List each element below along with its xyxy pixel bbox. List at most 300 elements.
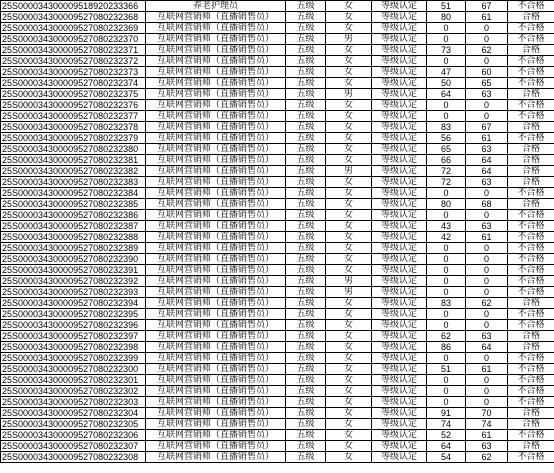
- assessment-method-cell: 等级认定: [372, 309, 427, 320]
- table-row: [1, 298, 554, 309]
- theory-score-cell: 64: [427, 441, 466, 452]
- level-cell: 五级: [286, 298, 326, 309]
- gender-cell: 女: [326, 375, 372, 386]
- assessment-method-cell: 等级认定: [372, 56, 427, 67]
- result-cell: 不合格: [508, 364, 554, 375]
- occupation-cell: 互联网营销师（直播销售员）: [146, 78, 286, 89]
- gender-cell: 女: [326, 441, 372, 452]
- theory-score-cell: 0: [427, 56, 466, 67]
- skill-score-cell: 60: [466, 67, 508, 78]
- theory-score-cell: 64: [427, 89, 466, 100]
- table-row: [1, 254, 554, 265]
- level-cell: 五级: [286, 408, 326, 419]
- assessment-method-cell: 等级认定: [372, 23, 427, 34]
- level-cell: 五级: [286, 441, 326, 452]
- assessment-method-cell: 等级认定: [372, 67, 427, 78]
- candidate-id-cell: 25S000034300009527080232386: [1, 210, 146, 221]
- candidate-id-cell: 25S000034300009527080232378: [1, 122, 146, 133]
- candidate-id-cell: 25S000034300009527080232394: [1, 298, 146, 309]
- theory-score-cell: 0: [427, 100, 466, 111]
- level-cell: 五级: [286, 144, 326, 155]
- table-row: [1, 144, 554, 155]
- candidate-id-cell: 25S000034300009527080232375: [1, 89, 146, 100]
- table-row: [1, 221, 554, 232]
- table-row: [1, 375, 554, 386]
- candidate-id-cell: 25S000034300009527080232377: [1, 111, 146, 122]
- occupation-cell: 互联网营销师（直播销售员）: [146, 232, 286, 243]
- theory-score-cell: 0: [427, 276, 466, 287]
- theory-score-cell: 0: [427, 243, 466, 254]
- occupation-cell: 互联网营销师（直播销售员）: [146, 441, 286, 452]
- candidate-id-cell: 25S000034300009527080232369: [1, 23, 146, 34]
- result-cell: 不合格: [508, 375, 554, 386]
- candidate-id-cell: 25S000034300009527080232391: [1, 265, 146, 276]
- occupation-cell: 互联网营销师（直播销售员）: [146, 133, 286, 144]
- gender-cell: 女: [326, 78, 372, 89]
- result-cell: 不合格: [508, 78, 554, 89]
- level-cell: 五级: [286, 243, 326, 254]
- occupation-cell: 互联网营销师（直播销售员）: [146, 276, 286, 287]
- gender-cell: 女: [326, 430, 372, 441]
- theory-score-cell: 86: [427, 342, 466, 353]
- candidate-id-cell: 25S000034300009527080232398: [1, 342, 146, 353]
- assessment-method-cell: 等级认定: [372, 12, 427, 23]
- skill-score-cell: 61: [466, 364, 508, 375]
- assessment-method-cell: 等级认定: [372, 100, 427, 111]
- skill-score-cell: 74: [466, 419, 508, 430]
- table-row: [1, 133, 554, 144]
- candidate-id-cell: 25S000034300009527080232388: [1, 232, 146, 243]
- theory-score-cell: 0: [427, 265, 466, 276]
- theory-score-cell: 51: [427, 1, 466, 12]
- result-cell: 不合格: [508, 430, 554, 441]
- gender-cell: 女: [326, 353, 372, 364]
- gender-cell: 女: [326, 364, 372, 375]
- level-cell: 五级: [286, 166, 326, 177]
- skill-score-cell: 63: [466, 221, 508, 232]
- level-cell: 五级: [286, 452, 326, 463]
- theory-score-cell: 0: [427, 254, 466, 265]
- assessment-method-cell: 等级认定: [372, 232, 427, 243]
- gender-cell: 女: [326, 45, 372, 56]
- skill-score-cell: 0: [466, 210, 508, 221]
- theory-score-cell: 0: [427, 309, 466, 320]
- skill-score-cell: 0: [466, 56, 508, 67]
- theory-score-cell: 0: [427, 210, 466, 221]
- gender-cell: 女: [326, 67, 372, 78]
- candidate-id-cell: 25S000034300009527080232379: [1, 133, 146, 144]
- table-row: [1, 100, 554, 111]
- skill-score-cell: 63: [466, 331, 508, 342]
- candidate-id-cell: 25S000034300009527080232382: [1, 166, 146, 177]
- skill-score-cell: 0: [466, 276, 508, 287]
- level-cell: 五级: [286, 12, 326, 23]
- gender-cell: 女: [326, 408, 372, 419]
- candidate-id-cell: 25S000034300009527080232395: [1, 309, 146, 320]
- theory-score-cell: 0: [427, 23, 466, 34]
- skill-score-cell: 68: [466, 199, 508, 210]
- gender-cell: 女: [326, 144, 372, 155]
- theory-score-cell: 43: [427, 221, 466, 232]
- table-row: [1, 452, 554, 463]
- skill-score-cell: 0: [466, 320, 508, 331]
- level-cell: 五级: [286, 78, 326, 89]
- result-cell: 不合格: [508, 111, 554, 122]
- theory-score-cell: 83: [427, 298, 466, 309]
- assessment-method-cell: 等级认定: [372, 441, 427, 452]
- result-cell: 不合格: [508, 188, 554, 199]
- assessment-method-cell: 等级认定: [372, 408, 427, 419]
- occupation-cell: 互联网营销师（直播销售员）: [146, 353, 286, 364]
- result-cell: 不合格: [508, 397, 554, 408]
- candidate-id-cell: 25S000034300009527080232383: [1, 177, 146, 188]
- assessment-method-cell: 等级认定: [372, 364, 427, 375]
- assessment-method-cell: 等级认定: [372, 331, 427, 342]
- gender-cell: 女: [326, 100, 372, 111]
- table-row: [1, 155, 554, 166]
- table-row: [1, 441, 554, 452]
- table-row: [1, 353, 554, 364]
- result-cell: 不合格: [508, 320, 554, 331]
- occupation-cell: 互联网营销师（直播销售员）: [146, 155, 286, 166]
- table-row: [1, 34, 554, 45]
- result-cell: 合格: [508, 441, 554, 452]
- skill-score-cell: 61: [466, 430, 508, 441]
- gender-cell: 女: [326, 386, 372, 397]
- gender-cell: 女: [326, 188, 372, 199]
- assessment-method-cell: 等级认定: [372, 298, 427, 309]
- assessment-method-cell: 等级认定: [372, 210, 427, 221]
- assessment-method-cell: 等级认定: [372, 375, 427, 386]
- theory-score-cell: 54: [427, 452, 466, 463]
- theory-score-cell: 83: [427, 122, 466, 133]
- result-cell: 合格: [508, 342, 554, 353]
- result-cell: 不合格: [508, 276, 554, 287]
- occupation-cell: 互联网营销师（直播销售员）: [146, 364, 286, 375]
- table-row: [1, 78, 554, 89]
- occupation-cell: 互联网营销师（直播销售员）: [146, 111, 286, 122]
- theory-score-cell: 52: [427, 430, 466, 441]
- table-row: [1, 342, 554, 353]
- level-cell: 五级: [286, 56, 326, 67]
- result-cell: 合格: [508, 155, 554, 166]
- gender-cell: 男: [326, 287, 372, 298]
- assessment-method-cell: 等级认定: [372, 188, 427, 199]
- level-cell: 五级: [286, 353, 326, 364]
- theory-score-cell: 0: [427, 111, 466, 122]
- skill-score-cell: 64: [466, 166, 508, 177]
- result-cell: 不合格: [508, 210, 554, 221]
- occupation-cell: 互联网营销师（直播销售员）: [146, 265, 286, 276]
- level-cell: 五级: [286, 364, 326, 375]
- candidate-id-cell: 25S000034300009527080232381: [1, 155, 146, 166]
- theory-score-cell: 72: [427, 166, 466, 177]
- table-row: [1, 386, 554, 397]
- result-cell: 不合格: [508, 232, 554, 243]
- result-cell: 不合格: [508, 353, 554, 364]
- level-cell: 五级: [286, 67, 326, 78]
- level-cell: 五级: [286, 45, 326, 56]
- candidate-id-cell: 25S000034300009527080232306: [1, 430, 146, 441]
- gender-cell: 女: [326, 419, 372, 430]
- level-cell: 五级: [286, 133, 326, 144]
- candidate-id-cell: 25S000034300009518920233366: [1, 1, 146, 12]
- candidate-id-cell: 25S000034300009527080232384: [1, 188, 146, 199]
- assessment-method-cell: 等级认定: [372, 276, 427, 287]
- table-row: [1, 56, 554, 67]
- result-cell: 不合格: [508, 265, 554, 276]
- level-cell: 五级: [286, 1, 326, 12]
- skill-score-cell: 0: [466, 309, 508, 320]
- assessment-method-cell: 等级认定: [372, 287, 427, 298]
- skill-score-cell: 0: [466, 23, 508, 34]
- theory-score-cell: 72: [427, 177, 466, 188]
- skill-score-cell: 67: [466, 1, 508, 12]
- result-cell: 合格: [508, 199, 554, 210]
- gender-cell: 女: [326, 254, 372, 265]
- candidate-id-cell: 25S000034300009527080232371: [1, 45, 146, 56]
- theory-score-cell: 0: [427, 386, 466, 397]
- skill-score-cell: 0: [466, 100, 508, 111]
- theory-score-cell: 73: [427, 45, 466, 56]
- theory-score-cell: 42: [427, 232, 466, 243]
- table-row: [1, 364, 554, 375]
- candidate-id-cell: 25S000034300009527080232392: [1, 276, 146, 287]
- result-cell: 合格: [508, 298, 554, 309]
- skill-score-cell: 63: [466, 144, 508, 155]
- gender-cell: 女: [326, 56, 372, 67]
- table-row: [1, 199, 554, 210]
- table-row: [1, 122, 554, 133]
- result-cell: 不合格: [508, 254, 554, 265]
- result-cell: 合格: [508, 45, 554, 56]
- theory-score-cell: 62: [427, 331, 466, 342]
- result-cell: 合格: [508, 144, 554, 155]
- assessment-method-cell: 等级认定: [372, 386, 427, 397]
- candidate-id-cell: 25S000034300009527080232307: [1, 441, 146, 452]
- occupation-cell: 养老护理员: [146, 1, 286, 12]
- candidate-id-cell: 25S000034300009527080232308: [1, 452, 146, 463]
- assessment-method-cell: 等级认定: [372, 199, 427, 210]
- occupation-cell: 互联网营销师（直播销售员）: [146, 287, 286, 298]
- occupation-cell: 互联网营销师（直播销售员）: [146, 320, 286, 331]
- skill-score-cell: 0: [466, 188, 508, 199]
- gender-cell: 女: [326, 243, 372, 254]
- table-row: [1, 232, 554, 243]
- result-cell: 不合格: [508, 67, 554, 78]
- gender-cell: 女: [326, 111, 372, 122]
- theory-score-cell: 0: [427, 353, 466, 364]
- assessment-method-cell: 等级认定: [372, 45, 427, 56]
- result-cell: 合格: [508, 12, 554, 23]
- theory-score-cell: 0: [427, 34, 466, 45]
- assessment-method-cell: 等级认定: [372, 452, 427, 463]
- level-cell: 五级: [286, 331, 326, 342]
- candidate-id-cell: 25S000034300009527080232372: [1, 56, 146, 67]
- gender-cell: 女: [326, 210, 372, 221]
- gender-cell: 女: [326, 309, 372, 320]
- theory-score-cell: 91: [427, 408, 466, 419]
- result-cell: 合格: [508, 177, 554, 188]
- level-cell: 五级: [286, 375, 326, 386]
- level-cell: 五级: [286, 265, 326, 276]
- assessment-method-cell: 等级认定: [372, 243, 427, 254]
- level-cell: 五级: [286, 430, 326, 441]
- skill-score-cell: 67: [466, 122, 508, 133]
- result-cell: 不合格: [508, 452, 554, 463]
- gender-cell: 女: [326, 221, 372, 232]
- gender-cell: 男: [326, 89, 372, 100]
- occupation-cell: 互联网营销师（直播销售员）: [146, 408, 286, 419]
- gender-cell: 女: [326, 177, 372, 188]
- level-cell: 五级: [286, 254, 326, 265]
- candidate-id-cell: 25S000034300009527080232374: [1, 78, 146, 89]
- occupation-cell: 互联网营销师（直播销售员）: [146, 56, 286, 67]
- skill-score-cell: 62: [466, 452, 508, 463]
- occupation-cell: 互联网营销师（直播销售员）: [146, 210, 286, 221]
- theory-score-cell: 74: [427, 419, 466, 430]
- assessment-method-cell: 等级认定: [372, 144, 427, 155]
- candidate-id-cell: 25S000034300009527080232385: [1, 199, 146, 210]
- gender-cell: 女: [326, 232, 372, 243]
- gender-cell: 女: [326, 155, 372, 166]
- skill-score-cell: 64: [466, 155, 508, 166]
- result-cell: 不合格: [508, 56, 554, 67]
- candidate-id-cell: 25S000034300009527080232389: [1, 243, 146, 254]
- gender-cell: 女: [326, 298, 372, 309]
- theory-score-cell: 50: [427, 78, 466, 89]
- occupation-cell: 互联网营销师（直播销售员）: [146, 430, 286, 441]
- table-row: [1, 188, 554, 199]
- level-cell: 五级: [286, 23, 326, 34]
- assessment-method-cell: 等级认定: [372, 133, 427, 144]
- result-cell: 合格: [508, 166, 554, 177]
- candidate-id-cell: 25S000034300009527080232301: [1, 375, 146, 386]
- occupation-cell: 互联网营销师（直播销售员）: [146, 23, 286, 34]
- occupation-cell: 互联网营销师（直播销售员）: [146, 100, 286, 111]
- level-cell: 五级: [286, 122, 326, 133]
- gender-cell: 女: [326, 199, 372, 210]
- occupation-cell: 互联网营销师（直播销售员）: [146, 254, 286, 265]
- occupation-cell: 互联网营销师（直播销售员）: [146, 342, 286, 353]
- table-row: [1, 12, 554, 23]
- candidate-id-cell: 25S000034300009527080232368: [1, 12, 146, 23]
- skill-score-cell: 0: [466, 353, 508, 364]
- skill-score-cell: 0: [466, 111, 508, 122]
- level-cell: 五级: [286, 397, 326, 408]
- table-row: [1, 287, 554, 298]
- occupation-cell: 互联网营销师（直播销售员）: [146, 144, 286, 155]
- assessment-method-cell: 等级认定: [372, 342, 427, 353]
- assessment-method-cell: 等级认定: [372, 221, 427, 232]
- result-cell: 不合格: [508, 287, 554, 298]
- result-cell: 不合格: [508, 100, 554, 111]
- table-row: [1, 210, 554, 221]
- level-cell: 五级: [286, 177, 326, 188]
- occupation-cell: 互联网营销师（直播销售员）: [146, 309, 286, 320]
- candidate-id-cell: 25S000034300009527080232390: [1, 254, 146, 265]
- assessment-method-cell: 等级认定: [372, 89, 427, 100]
- occupation-cell: 互联网营销师（直播销售员）: [146, 298, 286, 309]
- table-row: [1, 265, 554, 276]
- assessment-method-cell: 等级认定: [372, 430, 427, 441]
- result-cell: 不合格: [508, 23, 554, 34]
- theory-score-cell: 0: [427, 375, 466, 386]
- table-row: [1, 408, 554, 419]
- result-cell: 合格: [508, 122, 554, 133]
- assessment-method-cell: 等级认定: [372, 166, 427, 177]
- gender-cell: 女: [326, 320, 372, 331]
- occupation-cell: 互联网营销师（直播销售员）: [146, 243, 286, 254]
- level-cell: 五级: [286, 419, 326, 430]
- gender-cell: 女: [326, 1, 372, 12]
- level-cell: 五级: [286, 320, 326, 331]
- result-cell: 合格: [508, 408, 554, 419]
- skill-score-cell: 70: [466, 408, 508, 419]
- result-cell: 不合格: [508, 243, 554, 254]
- theory-score-cell: 47: [427, 67, 466, 78]
- theory-score-cell: 80: [427, 199, 466, 210]
- candidate-id-cell: 25S000034300009527080232302: [1, 386, 146, 397]
- occupation-cell: 互联网营销师（直播销售员）: [146, 34, 286, 45]
- candidate-id-cell: 25S000034300009527080232399: [1, 353, 146, 364]
- gender-cell: 女: [326, 397, 372, 408]
- level-cell: 五级: [286, 386, 326, 397]
- theory-score-cell: 65: [427, 144, 466, 155]
- occupation-cell: 互联网营销师（直播销售员）: [146, 166, 286, 177]
- candidate-id-cell: 25S000034300009527080232300: [1, 364, 146, 375]
- table-body: [1, 1, 554, 463]
- occupation-cell: 互联网营销师（直播销售员）: [146, 122, 286, 133]
- candidate-id-cell: 25S000034300009527080232376: [1, 100, 146, 111]
- gender-cell: 男: [326, 166, 372, 177]
- occupation-cell: 互联网营销师（直播销售员）: [146, 375, 286, 386]
- table-row: [1, 166, 554, 177]
- candidate-id-cell: 25S000034300009527080232303: [1, 397, 146, 408]
- assessment-method-cell: 等级认定: [372, 265, 427, 276]
- occupation-cell: 互联网营销师（直播销售员）: [146, 386, 286, 397]
- level-cell: 五级: [286, 232, 326, 243]
- result-cell: 不合格: [508, 309, 554, 320]
- skill-score-cell: 61: [466, 133, 508, 144]
- result-cell: 合格: [508, 331, 554, 342]
- table-row: [1, 23, 554, 34]
- assessment-method-cell: 等级认定: [372, 177, 427, 188]
- occupation-cell: 互联网营销师（直播销售员）: [146, 452, 286, 463]
- skill-score-cell: 0: [466, 386, 508, 397]
- table-row: [1, 430, 554, 441]
- assessment-method-cell: 等级认定: [372, 34, 427, 45]
- gender-cell: 男: [326, 276, 372, 287]
- level-cell: 五级: [286, 199, 326, 210]
- skill-score-cell: 0: [466, 243, 508, 254]
- level-cell: 五级: [286, 210, 326, 221]
- level-cell: 五级: [286, 155, 326, 166]
- skill-score-cell: 0: [466, 287, 508, 298]
- occupation-cell: 互联网营销师（直播销售员）: [146, 419, 286, 430]
- occupation-cell: 互联网营销师（直播销售员）: [146, 67, 286, 78]
- candidate-id-cell: 25S000034300009527080232305: [1, 419, 146, 430]
- table-row: [1, 276, 554, 287]
- occupation-cell: 互联网营销师（直播销售员）: [146, 397, 286, 408]
- gender-cell: 男: [326, 34, 372, 45]
- theory-score-cell: 0: [427, 397, 466, 408]
- table-row: [1, 111, 554, 122]
- table-row: [1, 331, 554, 342]
- level-cell: 五级: [286, 34, 326, 45]
- result-cell: 不合格: [508, 133, 554, 144]
- skill-score-cell: 62: [466, 45, 508, 56]
